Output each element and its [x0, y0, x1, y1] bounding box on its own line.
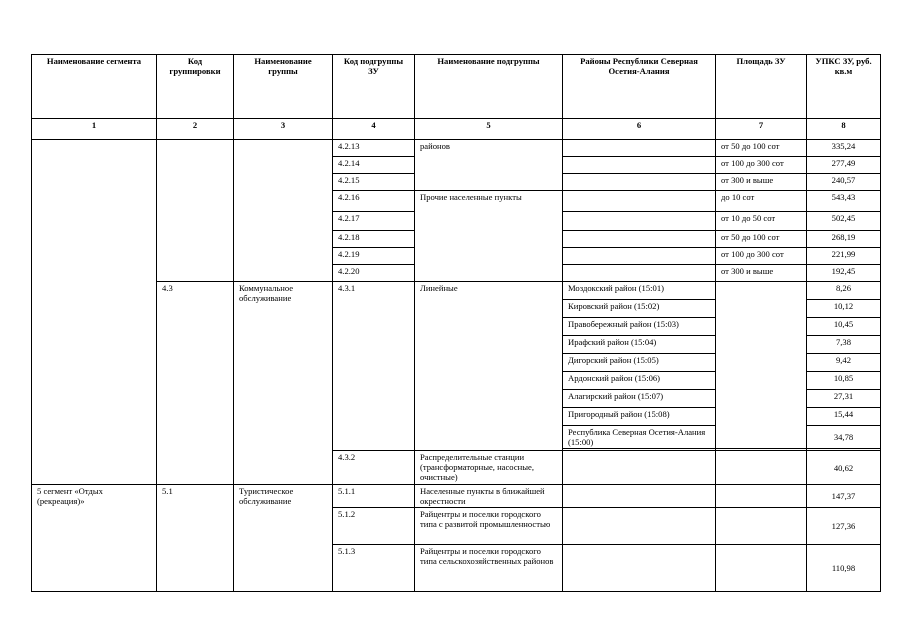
district-cell-empty	[563, 231, 716, 248]
area-cell-empty	[716, 282, 807, 449]
value: 268,19	[807, 231, 881, 248]
district-cell-empty	[563, 191, 716, 212]
area: от 300 и выше	[716, 265, 807, 282]
value: 543,43	[807, 191, 881, 212]
area-cell-empty	[716, 451, 807, 485]
header-subgroup-code: Код подгруппы ЗУ	[333, 55, 415, 119]
land-value-table	[31, 54, 881, 592]
col-num: 2	[157, 119, 234, 140]
value: 221,99	[807, 248, 881, 265]
col-num: 1	[32, 119, 157, 140]
subgroup-code: 4.2.13	[333, 140, 415, 157]
value: 8,26	[807, 282, 881, 300]
table-row	[32, 140, 881, 157]
value: 502,45	[807, 212, 881, 231]
subgroup-code: 4.2.20	[333, 265, 415, 282]
area: от 100 до 300 сот	[716, 248, 807, 265]
subgroup-name: Линейные	[415, 282, 563, 451]
subgroup-code: 4.3.2	[333, 451, 415, 485]
subgroup-code: 5.1.1	[333, 485, 415, 508]
area-cell-empty	[716, 545, 807, 592]
value: 40,62	[807, 451, 881, 485]
segment-name: 5 сегмент «Отдых (рекреация)»	[32, 485, 157, 592]
subgroup-code: 4.3.1	[333, 282, 415, 451]
area: от 50 до 100 сот	[716, 140, 807, 157]
segment-cell-empty	[32, 140, 157, 485]
value: 127,36	[807, 508, 881, 545]
subgroup-code: 4.2.18	[333, 231, 415, 248]
table-row	[32, 485, 881, 508]
column-number-row	[32, 119, 881, 140]
district: Моздокский район (15:01)	[563, 282, 716, 300]
header-subgroup-name: Наименование подгруппы	[415, 55, 563, 119]
district: Республика Северная Осетия-Алания (15:00)	[563, 426, 716, 449]
value: 15,44	[807, 408, 881, 426]
header-value: УПКС ЗУ, руб. кв.м	[807, 55, 881, 119]
value: 110,98	[807, 545, 881, 592]
value: 277,49	[807, 157, 881, 174]
subgroup-name: Населенные пункты в ближайшей окрестности	[415, 485, 563, 508]
subgroup-name: Распределительные станции (трансформаторные, насосные, очистные)	[415, 451, 563, 485]
district-cell-empty	[563, 212, 716, 231]
col-num: 8	[807, 119, 881, 140]
group-code: 5.1	[157, 485, 234, 592]
col-num: 7	[716, 119, 807, 140]
header-row	[32, 55, 881, 119]
district: Дигорский район (15:05)	[563, 354, 716, 372]
subgroup-name: Прочие населенные пункты	[415, 191, 563, 282]
subgroup-code: 4.2.15	[333, 174, 415, 191]
header-group-code: Код группировки	[157, 55, 234, 119]
district: Алагирский район (15:07)	[563, 390, 716, 408]
district-cell-empty	[563, 545, 716, 592]
district: Кировский район (15:02)	[563, 300, 716, 318]
group-name: Туристическое обслуживание	[234, 485, 333, 592]
district-cell-empty	[563, 174, 716, 191]
district-cell-empty	[563, 248, 716, 265]
col-num: 4	[333, 119, 415, 140]
group-name: Коммунальное обслуживание	[234, 282, 333, 485]
group-name-cell-empty	[234, 140, 333, 282]
group-code-cell-empty	[157, 140, 234, 282]
value: 10,85	[807, 372, 881, 390]
header-districts: Районы Республики Северная Осетия-Алания	[563, 55, 716, 119]
value: 10,45	[807, 318, 881, 336]
value: 192,45	[807, 265, 881, 282]
area-cell-empty	[716, 508, 807, 545]
col-num: 3	[234, 119, 333, 140]
district-cell-empty	[563, 485, 716, 508]
area-cell-empty	[716, 485, 807, 508]
header-group-name: Наименование группы	[234, 55, 333, 119]
header-area: Площадь ЗУ	[716, 55, 807, 119]
subgroup-code: 4.2.17	[333, 212, 415, 231]
subgroup-name: Райцентры и поселки городского типа сельскохозяйственных районов	[415, 545, 563, 592]
area: от 300 и выше	[716, 174, 807, 191]
area: от 10 до 50 сот	[716, 212, 807, 231]
subgroup-code: 4.2.19	[333, 248, 415, 265]
value: 7,38	[807, 336, 881, 354]
subgroup-code: 4.2.16	[333, 191, 415, 212]
value: 147,37	[807, 485, 881, 508]
district-cell-empty	[563, 451, 716, 485]
area: до 10 сот	[716, 191, 807, 212]
area: от 100 до 300 сот	[716, 157, 807, 174]
group-code: 4.3	[157, 282, 234, 485]
area: от 50 до 100 сот	[716, 231, 807, 248]
table-row	[32, 282, 881, 300]
value: 10,12	[807, 300, 881, 318]
district: Пригородный район (15:08)	[563, 408, 716, 426]
subgroup-code: 5.1.2	[333, 508, 415, 545]
subgroup-code: 4.2.14	[333, 157, 415, 174]
subgroup-name: районов	[415, 140, 563, 191]
value: 335,24	[807, 140, 881, 157]
subgroup-name: Райцентры и поселки городского типа с развитой промышленностью	[415, 508, 563, 545]
value: 9,42	[807, 354, 881, 372]
subgroup-code: 5.1.3	[333, 545, 415, 592]
col-num: 5	[415, 119, 563, 140]
district: Ардонский район (15:06)	[563, 372, 716, 390]
district: Ирафский район (15:04)	[563, 336, 716, 354]
district-cell-empty	[563, 265, 716, 282]
value: 240,57	[807, 174, 881, 191]
district-cell-empty	[563, 157, 716, 174]
district: Правобережный район (15:03)	[563, 318, 716, 336]
district-cell-empty	[563, 508, 716, 545]
col-num: 6	[563, 119, 716, 140]
value: 34,78	[807, 426, 881, 449]
header-segment: Наименование сегмента	[32, 55, 157, 119]
value: 27,31	[807, 390, 881, 408]
district-cell-empty	[563, 140, 716, 157]
